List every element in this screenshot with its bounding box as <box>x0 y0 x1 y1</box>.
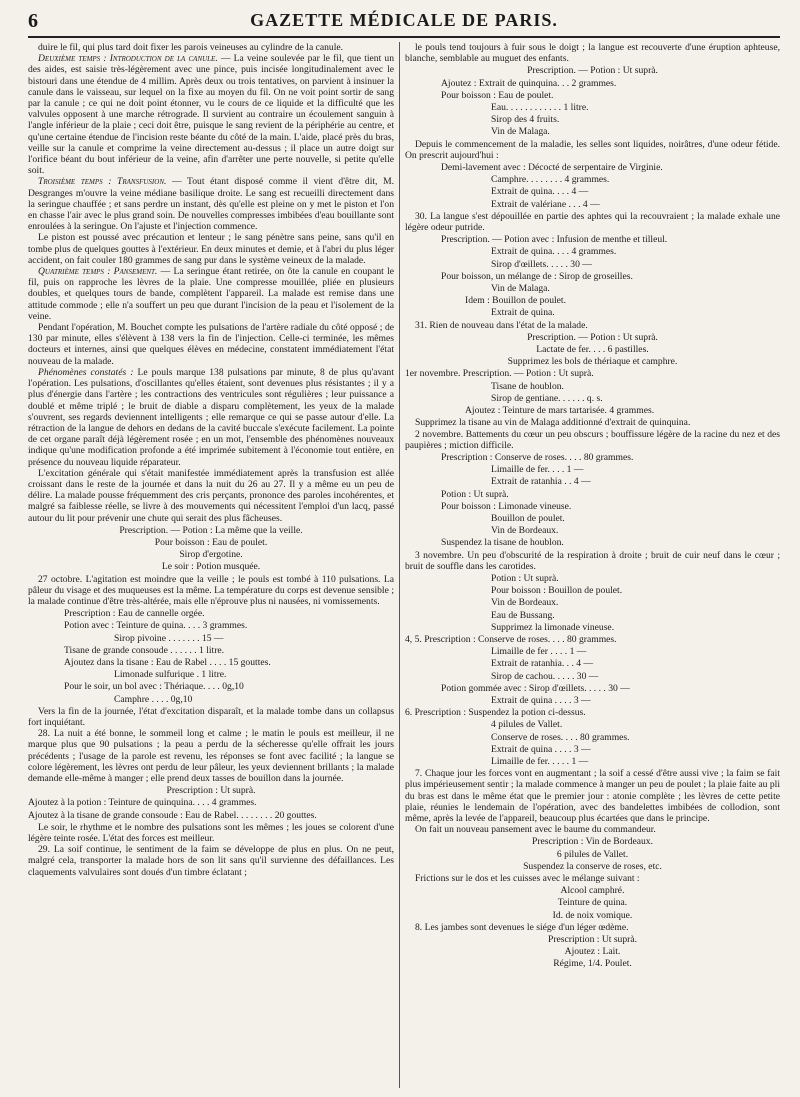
prescription-line: Pour boisson, un mélange de : Sirop de groseilles. <box>441 270 633 282</box>
prescription-line: Pour boisson : Eau de poulet. <box>441 89 554 101</box>
paragraph: On fait un nouveau pansement avec le baume du commandeur. <box>415 824 656 836</box>
prescription-block <box>405 573 780 633</box>
prescription-line: Eau. . . . . . . . . . . . 1 litre. <box>491 102 589 114</box>
prescription-line: Pour boisson : Eau de poulet. <box>154 536 268 548</box>
page-number: 6 <box>28 10 38 32</box>
prescription-line: Supprimez la limonade vineuse. <box>491 621 615 633</box>
prescription-line: Ajoutez : Teinture de mars tartarisée. 4 grammes. <box>465 405 655 417</box>
prescription-line: Le soir : Potion musquée. <box>161 561 261 573</box>
section-lead: Phénomènes constatés : <box>38 366 134 378</box>
paragraph: L'excitation générale qui s'était manifestée immédiatement après la transfusion est allée croissant dans le reste de la journée et dans la nuit du 26 au 27. Il y a même eu un peu de délire. La malade pousse fréquemment des cris perçants, prononce des paroles incohérentes, et malgré sa faiblesse réelle, se livre à des mouvements qui nécessitent l'emploi d'un lacq, passé autour du lit pour prévenir une chute qui serait des plus fâcheuses. <box>28 467 394 524</box>
prescription-line: Tisane de grande consoude . . . . . . 1 litre. <box>64 644 225 656</box>
prescription-line: Prescription : Ut suprà. <box>548 934 637 946</box>
prescription-line: Sirop de gentiane. . . . . . q. s. <box>491 392 603 404</box>
prescription-block <box>405 452 780 549</box>
paragraph: 31. Rien de nouveau dans l'état de la malade. <box>415 319 588 331</box>
prescription-line: Limaille de fer . . . . 1 — <box>491 646 587 658</box>
prescription-line: Sirop pivoine . . . . . . . 15 — <box>114 632 224 644</box>
prescription-line: Extrait de quina . . . . 3 — <box>491 743 591 755</box>
prescription-line: Prescription : Vin de Bordeaux. <box>531 836 653 848</box>
prescription-block <box>405 836 780 872</box>
prescription-line: 1er novembre. Prescription. — Potion : Ut suprà. <box>405 368 594 380</box>
prescription-line: Demi-lavement avec : Décocté de serpentaire de Virginie. <box>441 162 663 174</box>
prescription-line: Prescription : Eau de cannelle orgée. <box>64 608 205 620</box>
prescription-block <box>405 368 780 416</box>
prescription-line: Bouillon de poulet. <box>491 512 565 524</box>
prescription-line: Suspendez la conserve de roses, etc. <box>523 860 662 872</box>
paragraph: 27 octobre. L'agitation est moindre que la veille ; le pouls est tombé à 110 pulsations. La pâleur du visage et des muqueuses est la même. La température du corps est devenue sensible ; la malade continue d'être très-altérée, mais elle n'éprouve plus ni nausées, ni vomissements. <box>28 573 394 607</box>
prescription-line: Potion : Ut suprà. <box>441 488 509 500</box>
prescription-line: Extrait de ratanhia . . 4 — <box>491 476 591 488</box>
paragraph: Pendant l'opération, M. Bouchet compte les pulsations de l'artère radiale du côté opposé ; de 130 par minute, elles s'élèvent à 138 vers la fin de l'injection. Celle-ci terminée, les mêmes docteurs et internes, ainsi que quelques élèves en médecine, constatent immédiatement l'état nouveau de la malade. <box>28 322 394 367</box>
prescription-line: Potion gommée avec : Sirop d'œillets. . . . . 30 — <box>441 682 630 694</box>
paragraph: Le piston est poussé avec précaution et lenteur ; le sang pénètre sans peine, sans qu'il en tombe plus de quelques gouttes à l'extérieur. En deux minutes et demie, et à l'abri du plus léger accident, on fait couler 180 grammes de sang pur dans le système veineux de la malade. <box>28 232 394 266</box>
prescription-line: Prescription. — Potion avec : Infusion de menthe et tilleul. <box>441 234 668 246</box>
prescription-line: Prescription : Conserve de roses. . . . 80 grammes. <box>441 451 634 463</box>
paragraph: duire le fil, qui plus tard doit fixer les parois veineuses au cylindre de la canule. <box>38 42 344 53</box>
prescription-line: Extrait de valériane . . . 4 — <box>491 198 600 210</box>
paragraph: 8. Les jambes sont devenues le siége d'un léger œdème. <box>415 921 629 933</box>
prescription-line: Suspendez la tisane de houblon. <box>441 537 564 549</box>
prescription-block <box>405 634 780 706</box>
prescription-line: Extrait de quina. . . . 4 — <box>491 186 589 198</box>
paragraph: Vers la fin de la journée, l'état d'excitation disparaît, et la malade tombe dans un collapsus fort inquiétant. <box>28 705 394 728</box>
prescription-line: Ajoutez à la potion : Teinture de quinquina. . . . 4 grammes. <box>28 797 257 809</box>
prescription-line: Extrait de quina. . . . 4 grammes. <box>491 246 617 258</box>
prescription-line: 6. Prescription : Suspendez la potion ci-dessus. <box>405 707 586 719</box>
prescription-line: Camphre . . . . 0g,10 <box>114 693 193 705</box>
section-lead: Troisième temps : Transfusion. <box>38 176 167 188</box>
prescription-line: Pour boisson : Bouillon de poulet. <box>491 585 623 597</box>
prescription-line: Limonade sulfurique . 1 litre. <box>114 669 227 681</box>
paragraph: Frictions sur le dos et les cuisses avec le mélange suivant : <box>415 873 640 885</box>
prescription-line: Ajoutez à la tisane de grande consoude : Eau de Rabel. . . . . . . . 20 gouttes. <box>28 809 317 821</box>
paragraph: Deuxième temps : Introduction de la canule. — La veine soulevée par le fil, que tient un des aides, est saisie très-légèrement avec une pince, puis incisée longitudinalement avec le bistouri dans une étendue de 4 millim. Après deux ou trois tentatives, on parvient à insinuer la canule dans le vaisseau, sur lequel on la fixe au moyen du fil. On ne voit point sortir de sang par la canule ; ce qui ne doit point étonner, vu le cours de ce liquide et la difficulté que les valvules opposent à une marche rétrograde. Il survient au contraire un écoulement sanguin à l'angle inférieur de la plaie ; ceci doit être, puisque le sang revient de la périphérie au centre, et qu'une certaine étendue de l'incision reste béante du côté de la main. L'aide, placé près du bras, veille sur la canule et comprime la veine directement au-dessus ; il place un autre doigt sur l'orifice béant du bout inférieur de la veine, afin d'arrêter une perte nouvelle, si petite qu'elle soit. <box>28 53 394 177</box>
prescription-line: Prescription. — Potion : Ut suprà. <box>527 331 658 343</box>
prescription-line: Vin de Bordeaux. <box>491 597 559 609</box>
prescription-line: Teinture de quina. <box>557 897 628 909</box>
prescription-line: Prescription. — Potion : La même que la veille. <box>119 524 303 536</box>
paragraph: 30. La langue s'est dépouillée en partie des aphtes qui la recouvraient ; la malade exhale une légère odeur putride. <box>405 210 780 234</box>
prescription-line: Ajoutez dans la tisane : Eau de Rabel . . . . 15 gouttes. <box>64 656 271 668</box>
prescription-line: Potion : Ut suprà. <box>491 572 559 584</box>
prescription-block <box>405 934 780 970</box>
prescription-line: 4, 5. Prescription : Conserve de roses. . . . 80 grammes. <box>405 633 617 645</box>
prescription-block <box>405 162 780 210</box>
prescription-block <box>28 525 394 573</box>
prescription-line: Sirop de cachou. . . . . 30 — <box>491 670 599 682</box>
prescription-line: Conserve de roses. . . . 80 grammes. <box>491 731 630 743</box>
prescription-block <box>405 707 780 767</box>
column-divider <box>399 42 400 1088</box>
prescription-block <box>28 785 394 821</box>
prescription-line: Limaille de fer. . . . 1 — <box>491 464 584 476</box>
prescription-line: 4 pilules de Vallet. <box>491 719 563 731</box>
prescription-line: Alcool camphré. <box>560 885 625 897</box>
paragraph: Depuis le commencement de la maladie, les selles sont liquides, noirâtres, d'une odeur fétide. On prescrit aujourd'hui : <box>405 138 780 161</box>
prescription-line: Sirop des 4 fruits. <box>491 114 560 126</box>
prescription-block <box>405 885 780 921</box>
right-column <box>405 42 780 1088</box>
prescription-line: Vin de Bordeaux. <box>491 525 559 537</box>
prescription-line: Lactate de fer. . . . 6 pastilles. <box>536 344 649 356</box>
prescription-line: Id. de noix vomique. <box>552 909 633 921</box>
section-lead: Deuxième temps : Introduction de la canule. <box>38 53 218 65</box>
prescription-line: Limaille de fer. . . . . 1 — <box>491 755 589 767</box>
paragraph: Le soir, le rhythme et le nombre des pulsations sont les mêmes ; les joues se colorent d'une légère teinte rosée. L'état des forces est meilleur. <box>28 821 394 845</box>
prescription-line: Idem : Bouillon de poulet. <box>465 295 566 307</box>
prescription-block <box>405 234 780 318</box>
page-header <box>28 8 780 38</box>
prescription-line: Sirop d'ergotine. <box>179 549 243 561</box>
prescription-block <box>405 65 780 137</box>
prescription-line: Ajoutez : Lait. <box>564 946 621 958</box>
prescription-line: Camphre. . . . . . . . 4 grammes. <box>491 174 610 186</box>
paragraph: le pouls tend toujours à fuir sous le doigt ; la langue est recouverte d'une éruption aphteuse, blanche, semblable au muguet des enfants. <box>405 42 780 65</box>
prescription-line: Tisane de houblon. <box>491 380 564 392</box>
prescription-line: Ajoutez : Extrait de quinquina. . . 2 grammes. <box>441 77 617 89</box>
prescription-line: Extrait de quina. <box>491 307 555 319</box>
masthead-title: GAZETTE MÉDICALE DE PARIS. <box>250 10 558 30</box>
paragraph: Phénomènes constatés : Le pouls marque 138 pulsations par minute, 8 de plus qu'avant l'opération. Les pulsations, d'oscillantes qu'elles étaient, sont devenues plus résistantes ; il y a plus d'énergie dans l'artère ; les contractions des ventricules sont régulières ; leur puissance a doublé et même triplé ; le bruit de diable a disparu complètement, les yeux de la malade s'ouvrent, ses regards deviennent intelligents ; elle remarque ce qui se passe autour d'elle. La rétraction de la langue de dehors en dedans de la cavité buccale s'exécute facilement. La pointe de cet organe paraît déjà légèrement rosée ; en un mot, l'ensemble des phénomènes nouveaux indique qu'une modification profonde a été imprimée subitement à l'économie tout entière, en présence du nouveau liquide réparateur. <box>28 366 394 468</box>
prescription-line: Pour boisson : Limonade vineuse. <box>441 500 572 512</box>
prescription-line: Vin de Malaga. <box>491 283 550 295</box>
left-column <box>28 42 394 1088</box>
prescription-line: 6 pilules de Vallet. <box>556 848 629 860</box>
paragraph: Troisième temps : Transfusion. — Tout étant disposé comme il vient d'être dit, M. Desgranges m'ouvre la veine médiane basilique droite. Le sang est recueilli directement dans la seringue chauffée ; et sans perdre un instant, dès qu'elle est pleine on y met le piston et l'on en chasse l'air avec le plus grand soin. De nouvelles compresses imbibées d'eau bouillante sont enroulées à la seringue. On l'ajuste et l'injection commence. <box>28 176 394 233</box>
prescription-line: Régime, 1/4. Poulet. <box>553 958 632 970</box>
prescription-line: Prescription : Ut suprà. <box>166 785 256 797</box>
prescription-line: Extrait de quina . . . . 3 — <box>491 694 591 706</box>
prescription-line: Prescription. — Potion : Ut suprà. <box>527 65 658 77</box>
prescription-line: Vin de Malaga. <box>491 126 550 138</box>
prescription-line: Sirop d'œillets. . . . . 30 — <box>491 258 592 270</box>
prescription-block <box>28 608 394 705</box>
paragraph: 29. La soif continue, le sentiment de la faim se développe de plus en plus. On ne peut, malgré cela, transporter la malade hors de son lit sans qu'il survienne des défaillances. Les claquements valvulaires sont doués d'un timbre éclatant ; <box>28 844 394 878</box>
prescription-line: Potion avec : Teinture de quina. . . . 3 grammes. <box>64 620 248 632</box>
paragraph: Quatrième temps : Pansement. — La seringue étant retirée, on ôte la canule en coupant le fil, puis on rapproche les lèvres de la plaie. Une compresse mouillée, pliée en plusieurs doubles, et quelques tours de bande, complètent l'appareil. La malade est remise dans une attitude commode ; elle n'a souffert un peu que durant l'incision de la peau et l'isolement de la veine. <box>28 266 394 322</box>
prescription-block <box>405 332 780 368</box>
prescription-line: Eau de Bussang. <box>491 609 555 621</box>
paragraph: Supprimez la tisane au vin de Malaga additionné d'extrait de quinquina. <box>415 417 691 429</box>
prescription-line: Supprimez les bols de thériaque et camphre. <box>507 356 678 368</box>
paragraph: 28. La nuit a été bonne, le sommeil long et calme ; le matin le pouls est meilleur, il ne marque plus que 90 pulsations ; la peau a perdu de la sécheresse qu'elle offrait les jours précédents ; l'usage de la parole est revenu, les réponses se font avec facilité ; la langue se colore légèrement, les lèvres ont perdu de leur pâleur, les yeux deviennent brillants ; la malade demande elle-même à manger ; elle prend deux tasses de bouillon dans la journée. <box>28 728 394 784</box>
paragraph: 7. Chaque jour les forces vont en augmentant ; la soif a cessé d'être aussi vive ; la faim se fait plus impérieusement sentir ; la malade commence à manger un peu de poulet ; la plaie faite au pli du bras est dans le même état que le premier jour : atonie complète ; les lèvres de cette petite plaie, réunies le lendemain de l'opération, avec des bandelettes imbibées de collodion, sont même, après la levée de l'appareil, beaucoup plus écartées que dans le principe. <box>405 768 780 824</box>
section-lead: Quatrième temps : Pansement. <box>38 266 158 278</box>
paragraph: 3 novembre. Un peu d'obscurité de la respiration à droite ; bruit de cuir neuf dans le cœur ; bruit de souffle dans les carotides. <box>405 549 780 572</box>
paragraph: 2 novembre. Battements du cœur un peu obscurs ; bouffissure légère de la racine du nez et des paupières ; miction difficile. <box>405 428 780 451</box>
prescription-line: Pour le soir, un bol avec : Thériaque. . . . 0g,10 <box>64 681 244 693</box>
prescription-line: Extrait de ratanhia. . . 4 — <box>491 658 594 670</box>
